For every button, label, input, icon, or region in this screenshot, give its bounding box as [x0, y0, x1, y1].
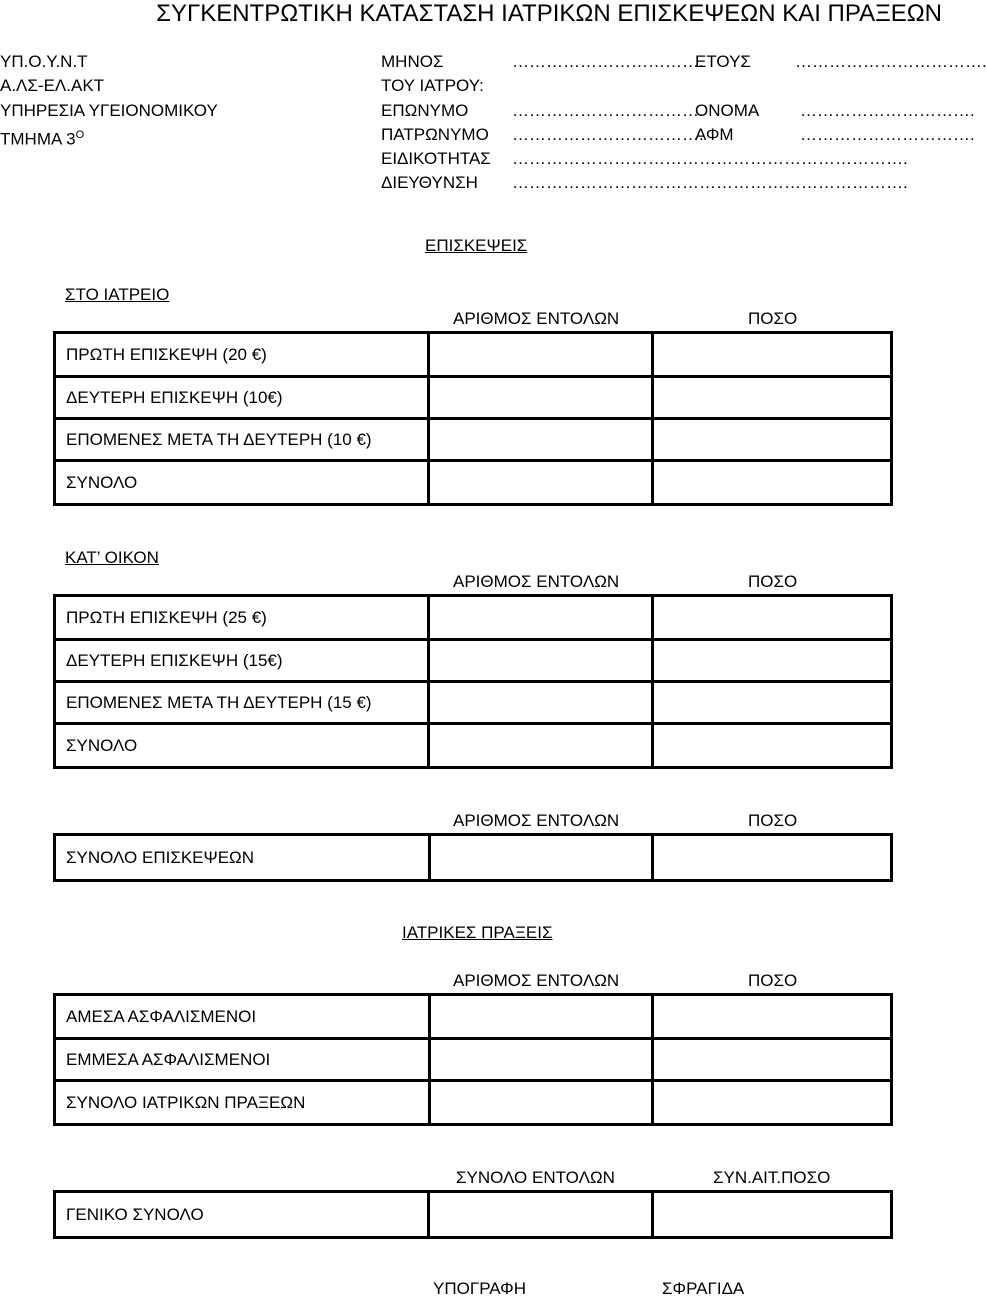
home-amount-cell[interactable] — [652, 682, 891, 724]
table-row — [55, 596, 892, 640]
office-amount-cell[interactable] — [652, 333, 891, 377]
org-line-1: ΥΠ.Ο.Υ.Ν.Τ — [0, 52, 88, 71]
home-amount-cell[interactable] — [652, 640, 891, 682]
office-orders-cell[interactable] — [429, 461, 652, 505]
procedures-amount-cell[interactable] — [653, 995, 892, 1039]
table-row — [55, 682, 892, 724]
office-amount-header: ΠΟΣΟ — [748, 309, 798, 328]
procedures-amount-header: ΠΟΣΟ — [748, 971, 798, 990]
home-orders-cell[interactable] — [429, 682, 652, 724]
father-name-label: ΠΑΤΡΩΝΥΜΟ — [381, 125, 489, 144]
table-row — [55, 1192, 892, 1238]
procedures-table — [53, 993, 893, 1126]
page-title: ΣΥΓΚΕΝΤΡΩΤΙΚΗ ΚΑΤΑΣΤΑΣΗ ΙΑΤΡΙΚΩΝ ΕΠΙΣΚΕΨΕΩΝ ΚΑΙ ΠΡΑΞΕΩΝ — [156, 0, 942, 27]
surname-label: ΕΠΩΝΥΜΟ — [381, 101, 469, 120]
office-orders-cell[interactable] — [429, 419, 652, 461]
office-amount-cell[interactable] — [652, 419, 891, 461]
procedures-orders-cell[interactable] — [429, 1081, 652, 1125]
department-label: ΤΜΗΜΑ 3 — [0, 129, 76, 149]
year-label: ΕΤΟΥΣ — [695, 52, 751, 71]
table-row — [55, 724, 892, 768]
specialty-label: ΕΙΔΙΚΟΤΗΤΑΣ — [381, 149, 491, 168]
procedures-row-label: ΑΜΕΣΑ ΑΣΦΑΛΙΣΜΕΝΟΙ — [55, 995, 430, 1039]
visits-total-orders-cell[interactable] — [429, 835, 652, 881]
office-row-label: ΕΠΟΜΕΝΕΣ ΜΕΤΑ ΤΗ ΔΕΥΤΕΡΗ (10 €) — [55, 419, 429, 461]
home-row-label: ΠΡΩΤΗ ΕΠΙΣΚΕΨΗ (25 €) — [55, 596, 429, 640]
afm-field[interactable]: …………………………. — [800, 125, 975, 144]
visits-total-amount-header: ΠΟΣΟ — [748, 811, 798, 830]
month-label: ΜΗΝΟΣ — [381, 52, 444, 71]
visits-total-amount-cell[interactable] — [653, 835, 892, 881]
grand-orders-cell[interactable] — [429, 1192, 653, 1238]
org-line-3: ΥΠΗΡΕΣΙΑ ΥΓΕΙΟΝΟΜΙΚΟΥ — [0, 101, 218, 120]
table-row — [55, 1039, 892, 1081]
procedures-heading: ΙΑΤΡΙΚΕΣ ΠΡΑΞΕΙΣ — [402, 923, 553, 942]
home-orders-cell[interactable] — [429, 724, 652, 768]
doctor-label: ΤΟΥ ΙΑΤΡΟΥ: — [381, 76, 484, 95]
home-orders-cell[interactable] — [429, 640, 652, 682]
visits-total-orders-header: ΑΡΙΘΜΟΣ ΕΝΤΟΛΩΝ — [453, 811, 620, 830]
table-row — [55, 461, 892, 505]
office-row-label: ΔΕΥΤΕΡΗ ΕΠΙΣΚΕΨΗ (10€) — [55, 377, 429, 419]
home-row-label: ΔΕΥΤΕΡΗ ΕΠΙΣΚΕΨΗ (15€) — [55, 640, 429, 682]
home-amount-cell[interactable] — [652, 724, 891, 768]
procedures-orders-cell[interactable] — [429, 1039, 652, 1081]
home-orders-cell[interactable] — [429, 596, 652, 640]
address-field[interactable]: ……………………………………………………………. — [512, 173, 908, 192]
table-row — [55, 377, 892, 419]
procedures-amount-cell[interactable] — [653, 1039, 892, 1081]
table-row — [55, 419, 892, 461]
home-amount-header: ΠΟΣΟ — [748, 572, 798, 591]
home-orders-header: ΑΡΙΘΜΟΣ ΕΝΤΟΛΩΝ — [453, 572, 620, 591]
office-orders-cell[interactable] — [429, 377, 652, 419]
grand-amount-cell[interactable] — [652, 1192, 891, 1238]
grand-orders-header: ΣΥΝΟΛΟ ΕΝΤΟΛΩΝ — [456, 1168, 615, 1187]
procedures-row-label: ΣΥΝΟΛΟ ΙΑΤΡΙΚΩΝ ΠΡΑΞΕΩΝ — [55, 1081, 430, 1125]
procedures-orders-cell[interactable] — [429, 995, 652, 1039]
home-amount-cell[interactable] — [652, 596, 891, 640]
year-field[interactable]: ……………………………. — [795, 52, 987, 71]
month-field[interactable]: ……………………………. — [512, 52, 704, 71]
address-label: ΔΙΕΥΘΥΝΣΗ — [381, 173, 478, 192]
office-row-label: ΠΡΩΤΗ ΕΠΙΣΚΕΨΗ (20 €) — [55, 333, 429, 377]
visits-total-table — [53, 833, 893, 882]
visits-total-label: ΣΥΝΟΛΟ ΕΠΙΣΚΕΨΕΩΝ — [55, 835, 430, 881]
table-row — [55, 640, 892, 682]
stamp-label: ΣΦΡΑΓΙΔΑ — [662, 1279, 745, 1298]
home-table — [53, 594, 893, 769]
father-name-field[interactable]: ……………………………. — [512, 125, 704, 144]
office-orders-cell[interactable] — [429, 333, 652, 377]
procedures-orders-header: ΑΡΙΘΜΟΣ ΕΝΤΟΛΩΝ — [453, 971, 620, 990]
signature-label: ΥΠΟΓΡΑΦΗ — [433, 1279, 526, 1298]
table-row — [55, 995, 892, 1039]
home-heading: ΚΑΤ’ ΟΙΚΟΝ — [65, 548, 159, 567]
table-row — [55, 333, 892, 377]
table-row — [55, 835, 892, 881]
visits-heading: ΕΠΙΣΚΕΨΕΙΣ — [425, 236, 528, 255]
office-orders-header: ΑΡΙΘΜΟΣ ΕΝΤΟΛΩΝ — [453, 309, 620, 328]
office-amount-cell[interactable] — [652, 377, 891, 419]
office-amount-cell[interactable] — [652, 461, 891, 505]
home-row-label: ΣΥΝΟΛΟ — [55, 724, 429, 768]
table-row — [55, 1081, 892, 1125]
name-field[interactable]: …………………………. — [800, 101, 975, 120]
home-row-label: ΕΠΟΜΕΝΕΣ ΜΕΤΑ ΤΗ ΔΕΥΤΕΡΗ (15 €) — [55, 682, 429, 724]
grand-total-table — [53, 1190, 893, 1239]
office-heading: ΣΤΟ ΙΑΤΡΕΙΟ — [65, 285, 170, 304]
surname-field[interactable]: ……………………………. — [512, 101, 704, 120]
specialty-field[interactable]: ……………………………………………………………. — [512, 149, 908, 168]
org-line-2: Α.ΛΣ-ΕΛ.ΑΚΤ — [0, 76, 105, 95]
procedures-row-label: ΕΜΜΕΣΑ ΑΣΦΑΛΙΣΜΕΝΟΙ — [55, 1039, 430, 1081]
afm-label: ΑΦΜ — [695, 125, 734, 144]
grand-total-label: ΓΕΝΙΚΟ ΣΥΝΟΛΟ — [55, 1192, 429, 1238]
office-row-label: ΣΥΝΟΛΟ — [55, 461, 429, 505]
department-superscript: Ο — [75, 129, 85, 141]
org-line-4 — [0, 125, 84, 150]
procedures-amount-cell[interactable] — [653, 1081, 892, 1125]
name-label: ΟΝΟΜΑ — [695, 101, 760, 120]
office-table — [53, 331, 893, 506]
grand-amount-header: ΣΥΝ.ΑΙΤ.ΠΟΣΟ — [713, 1168, 831, 1187]
